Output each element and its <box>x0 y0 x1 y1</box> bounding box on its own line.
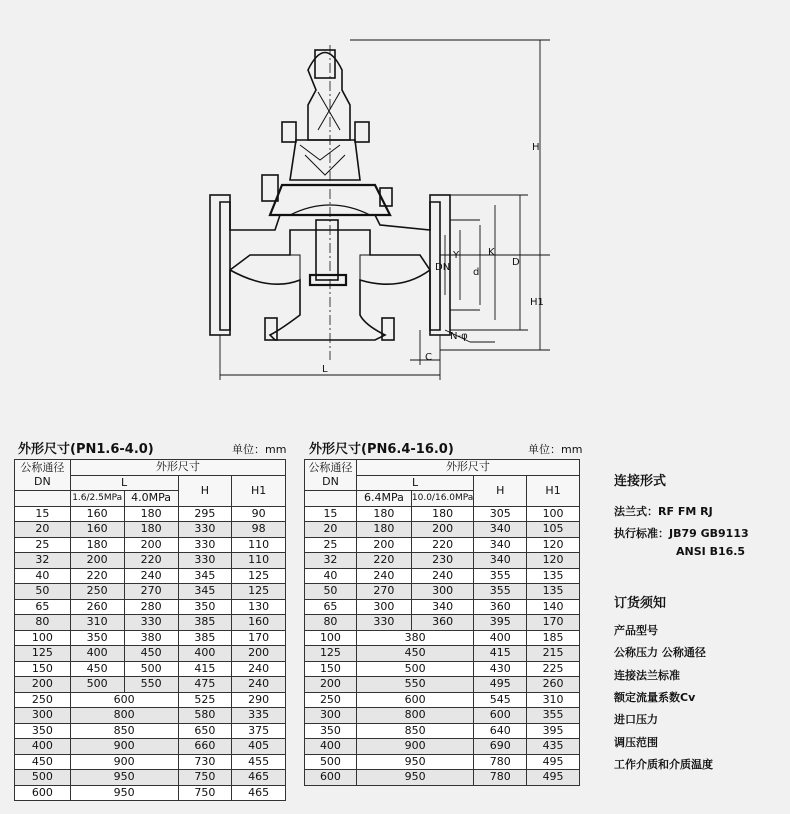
table-cell: 345 <box>178 568 232 584</box>
table-row <box>305 708 580 724</box>
connection-flange: 法兰式：RF FM RJ <box>614 505 713 518</box>
table-cell: 550 <box>356 677 473 693</box>
valve-drawing <box>150 30 570 390</box>
table-cell: 185 <box>527 630 580 646</box>
table-cell: 600 <box>356 692 473 708</box>
table-cell: 240 <box>356 568 411 584</box>
table-row <box>15 677 286 693</box>
table-cell: 400 <box>178 646 232 662</box>
table-cell: 295 <box>178 506 232 522</box>
ordering-item: 产品型号 <box>614 624 658 637</box>
table-cell: 25 <box>15 537 71 553</box>
table-row <box>305 646 580 662</box>
table-cell: 220 <box>411 537 473 553</box>
table-cell: 310 <box>527 692 580 708</box>
table-cell: 750 <box>178 785 232 801</box>
header-p2: 10.0/16.0MPa <box>411 491 473 507</box>
table-cell: 350 <box>305 723 357 739</box>
table-row <box>305 739 580 755</box>
table-cell: 180 <box>70 537 124 553</box>
table1-unit: 单位：mm <box>232 443 287 456</box>
table-cell: 600 <box>70 692 178 708</box>
table-cell: 850 <box>356 723 473 739</box>
table-cell: 200 <box>15 677 71 693</box>
table-cell: 950 <box>356 754 473 770</box>
ordering-item: 连接法兰标准 <box>614 668 680 682</box>
table-cell: 380 <box>356 630 473 646</box>
ordering-item: 进口压力 <box>614 713 658 727</box>
table-cell: 360 <box>411 615 473 631</box>
table-cell: 600 <box>474 708 527 724</box>
header-dn: 公称通径 DN <box>15 460 71 491</box>
table-cell: 340 <box>474 537 527 553</box>
table-cell: 215 <box>527 646 580 662</box>
ordering-item: 公称压力 公称通径 <box>614 646 706 660</box>
table-cell: 200 <box>70 553 124 569</box>
table-cell: 330 <box>178 537 232 553</box>
table-row <box>15 553 286 569</box>
table-cell: 385 <box>178 615 232 631</box>
table-cell: 475 <box>178 677 232 693</box>
table-cell: 260 <box>70 599 124 615</box>
table-cell: 65 <box>15 599 71 615</box>
table-cell: 495 <box>474 677 527 693</box>
table-row <box>305 537 580 553</box>
table2-title: 外形尺寸(PN6.4-16.0) <box>309 442 454 457</box>
table-cell: 240 <box>232 661 286 677</box>
table-cell: 32 <box>15 553 71 569</box>
ordering-section <box>614 592 666 611</box>
ordering-item: 额定流量系数Cv <box>614 690 696 704</box>
table-cell: 270 <box>356 584 411 600</box>
table-cell: 375 <box>232 723 286 739</box>
table-cell: 355 <box>527 708 580 724</box>
table-cell: 355 <box>474 568 527 584</box>
table-row <box>15 568 286 584</box>
table-cell: 250 <box>70 584 124 600</box>
table-cell: 780 <box>474 754 527 770</box>
table-cell: 200 <box>124 537 178 553</box>
table-cell: 500 <box>305 754 357 770</box>
table-cell: 180 <box>124 506 178 522</box>
table-cell: 90 <box>232 506 286 522</box>
label-D: D <box>512 257 520 268</box>
table-cell: 800 <box>70 708 178 724</box>
table-cell: 280 <box>124 599 178 615</box>
connection-section <box>614 470 666 489</box>
ordering-item: 调压范围 <box>614 735 658 749</box>
table-cell: 550 <box>124 677 178 693</box>
table-cell: 330 <box>178 522 232 538</box>
table-cell: 900 <box>356 739 473 755</box>
table-cell: 950 <box>356 770 473 786</box>
table-cell: 950 <box>70 770 178 786</box>
table-cell: 500 <box>356 661 473 677</box>
table-cell: 32 <box>305 553 357 569</box>
label-H: H <box>532 142 540 153</box>
header-p1: 6.4MPa <box>356 491 411 507</box>
table-row <box>15 630 286 646</box>
table-cell: 125 <box>232 568 286 584</box>
table-cell: 400 <box>305 739 357 755</box>
table-cell: 15 <box>15 506 71 522</box>
table-cell: 160 <box>70 522 124 538</box>
table-cell: 160 <box>70 506 124 522</box>
table-cell: 20 <box>15 522 71 538</box>
table-cell: 450 <box>70 661 124 677</box>
header-H1: H1 <box>232 475 286 506</box>
label-L: L <box>322 364 328 375</box>
table-cell: 450 <box>15 754 71 770</box>
table-cell: 950 <box>70 785 178 801</box>
label-d: d <box>473 267 480 278</box>
table-cell: 690 <box>474 739 527 755</box>
table-cell: 600 <box>15 785 71 801</box>
table-cell: 395 <box>474 615 527 631</box>
table-row <box>15 646 286 662</box>
dimension-table-pn16-40 <box>14 459 286 801</box>
table-cell: 300 <box>15 708 71 724</box>
table-cell: 200 <box>411 522 473 538</box>
header-H: H <box>474 475 527 506</box>
label-C: C <box>425 352 432 363</box>
table-cell: 240 <box>232 677 286 693</box>
table-cell: 98 <box>232 522 286 538</box>
table-cell: 330 <box>124 615 178 631</box>
table-cell: 580 <box>178 708 232 724</box>
table-row <box>305 553 580 569</box>
table-cell: 110 <box>232 537 286 553</box>
table-cell: 310 <box>70 615 124 631</box>
table-cell: 335 <box>232 708 286 724</box>
label-N: N-φ <box>450 331 468 342</box>
table-cell: 140 <box>527 599 580 615</box>
table-row <box>15 723 286 739</box>
label-Y: Y <box>453 250 460 261</box>
table-cell: 900 <box>70 754 178 770</box>
header-H: H <box>178 475 232 506</box>
table1-title: 外形尺寸(PN1.6-4.0) <box>18 442 154 457</box>
table-row <box>15 506 286 522</box>
label-H1: H1 <box>530 297 544 308</box>
header-p2: 4.0MPa <box>124 491 178 507</box>
table-cell: 525 <box>178 692 232 708</box>
table-cell: 250 <box>15 692 71 708</box>
table-cell: 340 <box>474 553 527 569</box>
table-cell: 120 <box>527 537 580 553</box>
table-row <box>15 692 286 708</box>
table-cell: 130 <box>232 599 286 615</box>
table-cell: 180 <box>356 506 411 522</box>
table-cell: 465 <box>232 785 286 801</box>
connection-title: 连接形式 <box>614 474 667 489</box>
table-cell: 660 <box>178 739 232 755</box>
table-cell: 545 <box>474 692 527 708</box>
table-cell: 400 <box>15 739 71 755</box>
table-row <box>305 615 580 631</box>
table-row <box>305 522 580 538</box>
table-cell: 125 <box>305 646 357 662</box>
table-cell: 240 <box>124 568 178 584</box>
table-cell: 180 <box>356 522 411 538</box>
table-cell: 100 <box>527 506 580 522</box>
table-cell: 225 <box>527 661 580 677</box>
table-row <box>305 770 580 786</box>
table-cell: 345 <box>178 584 232 600</box>
table-cell: 340 <box>474 522 527 538</box>
table-cell: 430 <box>474 661 527 677</box>
table-cell: 495 <box>527 770 580 786</box>
table-cell: 260 <box>527 677 580 693</box>
table-cell: 120 <box>527 553 580 569</box>
table-row <box>15 615 286 631</box>
table-cell: 500 <box>124 661 178 677</box>
table-cell: 180 <box>124 522 178 538</box>
table-cell: 150 <box>305 661 357 677</box>
table-row <box>15 599 286 615</box>
table-cell: 230 <box>411 553 473 569</box>
table-cell: 15 <box>305 506 357 522</box>
table-cell: 400 <box>70 646 124 662</box>
table-cell: 395 <box>527 723 580 739</box>
table-cell: 350 <box>178 599 232 615</box>
table-cell: 500 <box>70 677 124 693</box>
label-K: K <box>488 247 495 258</box>
header-dn: 公称通径 DN <box>305 460 357 491</box>
table-cell: 180 <box>411 506 473 522</box>
table-row <box>15 661 286 677</box>
table-cell: 100 <box>305 630 357 646</box>
table-cell: 40 <box>305 568 357 584</box>
connection-ansi: ANSI B16.5 <box>676 545 746 558</box>
table-cell: 240 <box>411 568 473 584</box>
table-cell: 220 <box>356 553 411 569</box>
table-cell: 50 <box>15 584 71 600</box>
table-row <box>305 630 580 646</box>
header-L: L <box>356 475 473 491</box>
table-cell: 800 <box>356 708 473 724</box>
table-cell: 750 <box>178 770 232 786</box>
ordering-item: 工作介质和介质温度 <box>614 757 713 771</box>
table-cell: 360 <box>474 599 527 615</box>
table-row <box>305 723 580 739</box>
header-p1: 1.6/2.5MPa <box>70 491 124 507</box>
table-cell: 900 <box>70 739 178 755</box>
table-row <box>305 568 580 584</box>
table-cell: 330 <box>178 553 232 569</box>
header-L: L <box>70 475 178 491</box>
table-row <box>15 522 286 538</box>
table-cell: 350 <box>70 630 124 646</box>
table-row <box>305 661 580 677</box>
table-cell: 110 <box>232 553 286 569</box>
table-cell: 385 <box>178 630 232 646</box>
table-cell: 500 <box>15 770 71 786</box>
table-cell: 640 <box>474 723 527 739</box>
table-cell: 105 <box>527 522 580 538</box>
table-cell: 135 <box>527 584 580 600</box>
table-cell: 435 <box>527 739 580 755</box>
table-cell: 465 <box>232 770 286 786</box>
table-cell: 125 <box>232 584 286 600</box>
table-cell: 415 <box>474 646 527 662</box>
table-cell: 415 <box>178 661 232 677</box>
table-cell: 80 <box>305 615 357 631</box>
connection-standard: 执行标准：JB79 GB9113 <box>614 527 749 540</box>
table-row <box>15 584 286 600</box>
table-cell: 600 <box>305 770 357 786</box>
table-cell: 25 <box>305 537 357 553</box>
table-cell: 135 <box>527 568 580 584</box>
table-row <box>15 770 286 786</box>
table-row <box>305 692 580 708</box>
table-cell: 780 <box>474 770 527 786</box>
table-cell: 850 <box>70 723 178 739</box>
table-cell: 65 <box>305 599 357 615</box>
ordering-title: 订货须知 <box>614 596 667 611</box>
table-row <box>305 677 580 693</box>
table-cell: 40 <box>15 568 71 584</box>
table-cell: 400 <box>474 630 527 646</box>
table-cell: 50 <box>305 584 357 600</box>
header-group: 外形尺寸 <box>356 460 579 476</box>
table-cell: 200 <box>232 646 286 662</box>
dimension-table-pn64-160 <box>304 459 580 786</box>
table-cell: 170 <box>232 630 286 646</box>
table-row <box>305 754 580 770</box>
table-cell: 380 <box>124 630 178 646</box>
table-cell: 330 <box>356 615 411 631</box>
table-cell: 300 <box>411 584 473 600</box>
table-cell: 80 <box>15 615 71 631</box>
table-cell: 270 <box>124 584 178 600</box>
table-cell: 305 <box>474 506 527 522</box>
table-cell: 730 <box>178 754 232 770</box>
table-row <box>305 506 580 522</box>
table-row <box>15 785 286 801</box>
table-cell: 150 <box>15 661 71 677</box>
table-cell: 100 <box>15 630 71 646</box>
table-row <box>15 708 286 724</box>
table-row <box>15 537 286 553</box>
table-cell: 355 <box>474 584 527 600</box>
table-cell: 340 <box>411 599 473 615</box>
table-cell: 160 <box>232 615 286 631</box>
table-cell: 350 <box>15 723 71 739</box>
table-cell: 20 <box>305 522 357 538</box>
table-cell: 405 <box>232 739 286 755</box>
table-cell: 650 <box>178 723 232 739</box>
table-row <box>15 754 286 770</box>
table-row <box>15 739 286 755</box>
table-cell: 300 <box>356 599 411 615</box>
table-cell: 250 <box>305 692 357 708</box>
table-cell: 170 <box>527 615 580 631</box>
table-cell: 200 <box>305 677 357 693</box>
header-H1: H1 <box>527 475 580 506</box>
header-group: 外形尺寸 <box>70 460 285 476</box>
label-DN: DN <box>435 262 451 273</box>
table-cell: 300 <box>305 708 357 724</box>
table2-unit: 单位：mm <box>528 443 583 456</box>
table-cell: 495 <box>527 754 580 770</box>
table-cell: 200 <box>356 537 411 553</box>
table-cell: 450 <box>356 646 473 662</box>
table-cell: 220 <box>70 568 124 584</box>
table-cell: 220 <box>124 553 178 569</box>
table-cell: 450 <box>124 646 178 662</box>
table-cell: 455 <box>232 754 286 770</box>
table-cell: 125 <box>15 646 71 662</box>
table-cell: 290 <box>232 692 286 708</box>
table-row <box>305 584 580 600</box>
table-row <box>305 599 580 615</box>
